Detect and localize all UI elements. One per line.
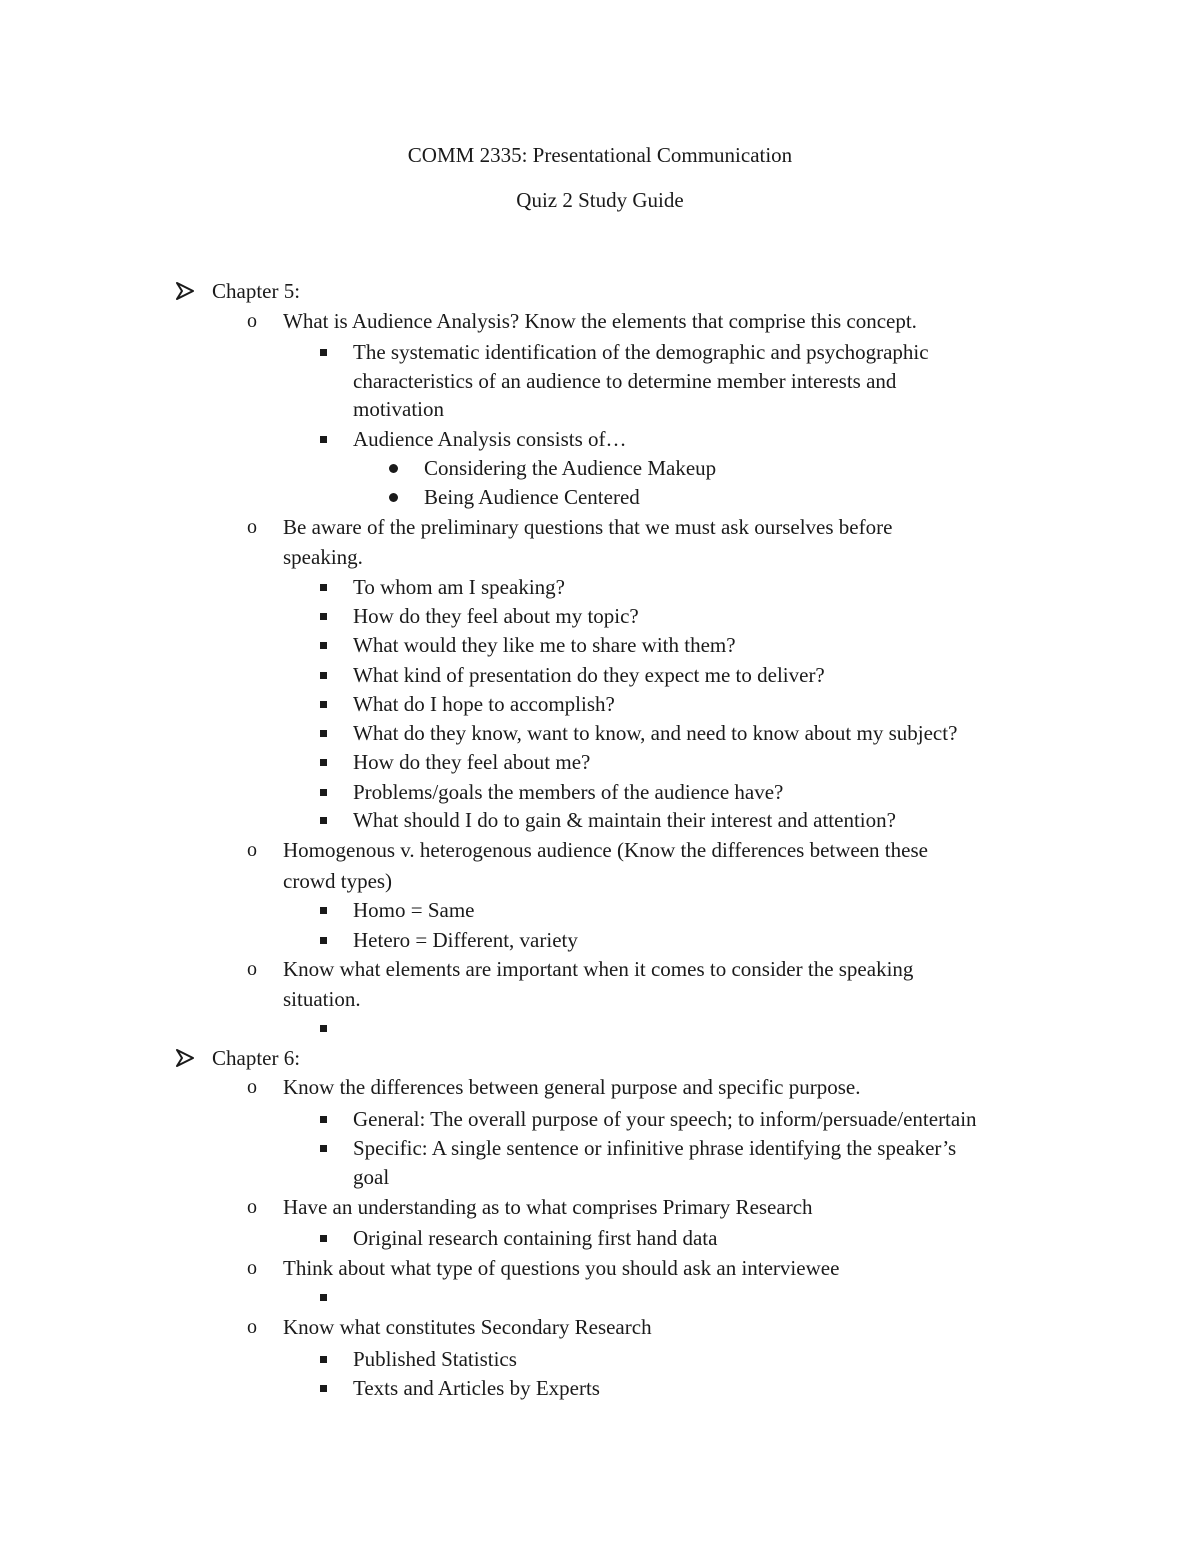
chapter-5-heading: Chapter 5: — [212, 279, 301, 303]
ch5-q2-item: What do they know, want to know, and need to know about my subject? — [353, 721, 958, 745]
chapter-6-heading: Chapter 6: — [212, 1046, 301, 1070]
square-bullet-icon — [320, 807, 330, 833]
square-bullet-icon — [320, 1375, 330, 1401]
ch5-q3-item: Homo = Same — [353, 898, 475, 922]
circle-bullet-icon: o — [247, 1076, 257, 1098]
square-bullet-icon — [320, 897, 330, 923]
ch5-q3-item: Hetero = Different, variety — [353, 928, 578, 952]
square-bullet-icon — [320, 603, 330, 629]
circle-bullet-icon: o — [247, 1196, 257, 1218]
circle-bullet-icon: o — [247, 1257, 257, 1279]
circle-bullet-icon: o — [247, 1316, 257, 1338]
ch5-q1-answer-line: characteristics of an audience to determine member interests and — [353, 369, 897, 393]
course-title: COMM 2335: Presentational Communication — [407, 143, 793, 167]
ch6-q1-answer-2: Specific: A single sentence or infinitive phrase identifying the speaker’s — [353, 1136, 957, 1160]
square-bullet-icon — [320, 632, 330, 658]
arrow-bullet-icon — [175, 1045, 197, 1071]
circle-bullet-icon: o — [247, 516, 257, 538]
square-bullet-icon — [320, 927, 330, 953]
ch5-q3-text-cont: crowd types) — [283, 869, 393, 893]
ch5-q1-answer-line: The systematic identification of the demographic and psychographic — [353, 340, 929, 364]
circle-bullet-icon: o — [247, 310, 257, 332]
ch5-q4-text-cont: situation. — [283, 987, 361, 1011]
square-bullet-icon — [320, 1135, 330, 1161]
square-bullet-icon — [320, 662, 330, 688]
square-bullet-icon — [320, 779, 330, 805]
square-bullet-icon — [320, 720, 330, 746]
ch6-q1-text: Know the differences between general purpose and specific purpose. — [283, 1075, 861, 1099]
ch5-q4-text: Know what elements are important when it comes to consider the speaking — [283, 957, 914, 981]
round-bullet-icon — [389, 455, 399, 481]
square-bullet-icon — [320, 1284, 330, 1310]
ch6-q1-answer-2-cont: goal — [353, 1165, 390, 1189]
ch5-q2-item: How do they feel about me? — [353, 750, 591, 774]
ch5-q2-text: Be aware of the preliminary questions that we must ask ourselves before — [283, 515, 893, 539]
square-bullet-icon — [320, 1225, 330, 1251]
ch5-q1-text: What is Audience Analysis? Know the elements that comprise this concept. — [283, 309, 917, 333]
ch5-q1-answer-2: Audience Analysis consists of… — [353, 427, 627, 451]
square-bullet-icon — [320, 1106, 330, 1132]
square-bullet-icon — [320, 691, 330, 717]
round-bullet-icon — [389, 484, 399, 510]
ch6-q4-text: Know what constitutes Secondary Research — [283, 1315, 652, 1339]
ch5-q2-item: What kind of presentation do they expect me to deliver? — [353, 663, 825, 687]
ch6-q2-text: Have an understanding as to what comprises Primary Research — [283, 1195, 813, 1219]
ch5-q2-item: To whom am I speaking? — [353, 575, 565, 599]
arrow-bullet-icon — [175, 278, 197, 304]
square-bullet-icon — [320, 339, 330, 365]
square-bullet-icon — [320, 749, 330, 775]
page-subtitle: Quiz 2 Study Guide — [516, 188, 684, 212]
ch5-q2-item: What would they like me to share with them? — [353, 633, 736, 657]
ch5-q3-text: Homogenous v. heterogenous audience (Know the differences between these — [283, 838, 928, 862]
square-bullet-icon — [320, 1015, 330, 1041]
ch5-q1-answer-line: motivation — [353, 397, 444, 421]
ch5-q1-subitem: Being Audience Centered — [424, 485, 640, 509]
ch5-q2-item: What do I hope to accomplish? — [353, 692, 615, 716]
square-bullet-icon — [320, 1346, 330, 1372]
ch6-q1-answer-1: General: The overall purpose of your speech; to inform/persuade/entertain — [353, 1107, 977, 1131]
ch5-q1-subitem: Considering the Audience Makeup — [424, 456, 717, 480]
square-bullet-icon — [320, 426, 330, 452]
ch6-q4-item: Published Statistics — [353, 1347, 517, 1371]
square-bullet-icon — [320, 574, 330, 600]
ch6-q3-text: Think about what type of questions you should ask an interviewee — [283, 1256, 840, 1280]
circle-bullet-icon: o — [247, 958, 257, 980]
ch5-q2-text-cont: speaking. — [283, 545, 363, 569]
ch6-q2-item: Original research containing first hand data — [353, 1226, 718, 1250]
ch6-q4-item: Texts and Articles by Experts — [353, 1376, 600, 1400]
ch5-q2-item: Problems/goals the members of the audience have? — [353, 780, 784, 804]
ch5-q2-item: How do they feel about my topic? — [353, 604, 639, 628]
ch5-q2-item: What should I do to gain & maintain their interest and attention? — [353, 808, 896, 832]
circle-bullet-icon: o — [247, 839, 257, 861]
